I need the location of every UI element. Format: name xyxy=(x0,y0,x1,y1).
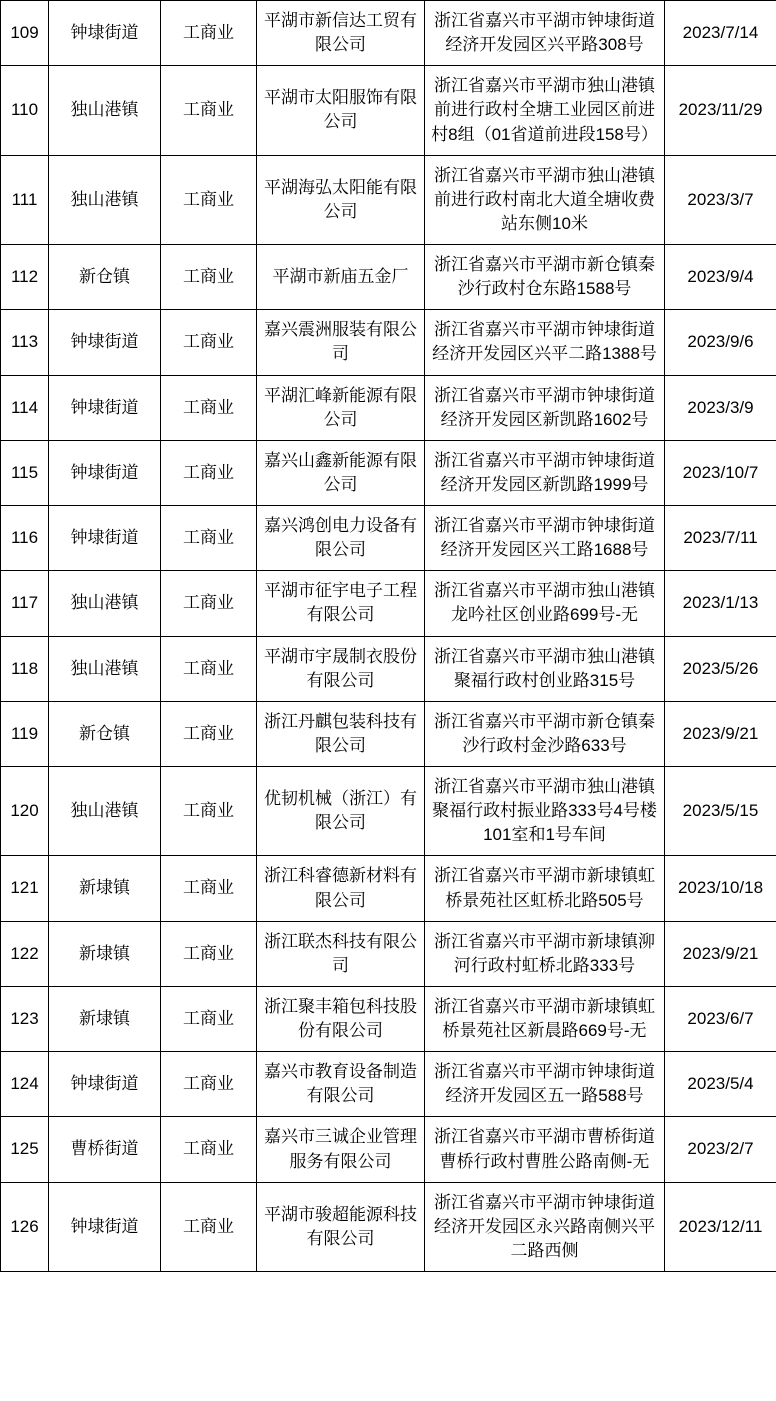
row-index: 109 xyxy=(1,1,49,66)
row-industry-type: 工商业 xyxy=(161,856,257,921)
table-row xyxy=(1,571,776,636)
row-company-name: 嘉兴山鑫新能源有限公司 xyxy=(257,440,425,505)
row-date: 2023/9/4 xyxy=(665,245,776,310)
row-date: 2023/11/29 xyxy=(665,66,776,155)
row-index: 111 xyxy=(1,155,49,244)
row-address: 浙江省嘉兴市平湖市钟埭街道经济开发园区五一路588号 xyxy=(425,1052,665,1117)
row-town: 曹桥街道 xyxy=(49,1117,161,1182)
row-date: 2023/9/21 xyxy=(665,701,776,766)
row-industry-type: 工商业 xyxy=(161,440,257,505)
row-industry-type: 工商业 xyxy=(161,375,257,440)
row-industry-type: 工商业 xyxy=(161,767,257,856)
row-industry-type: 工商业 xyxy=(161,1,257,66)
row-index: 113 xyxy=(1,310,49,375)
row-industry-type: 工商业 xyxy=(161,310,257,375)
row-date: 2023/7/14 xyxy=(665,1,776,66)
row-town: 钟埭街道 xyxy=(49,1182,161,1271)
row-company-name: 浙江科睿德新材料有限公司 xyxy=(257,856,425,921)
row-company-name: 平湖市新信达工贸有限公司 xyxy=(257,1,425,66)
row-address: 浙江省嘉兴市平湖市钟埭街道经济开发园区新凯路1602号 xyxy=(425,375,665,440)
row-date: 2023/3/7 xyxy=(665,155,776,244)
row-company-name: 平湖市新庙五金厂 xyxy=(257,245,425,310)
row-town: 新埭镇 xyxy=(49,856,161,921)
table-row xyxy=(1,921,776,986)
row-index: 117 xyxy=(1,571,49,636)
row-company-name: 嘉兴市教育设备制造有限公司 xyxy=(257,1052,425,1117)
row-index: 119 xyxy=(1,701,49,766)
row-town: 独山港镇 xyxy=(49,155,161,244)
table-row xyxy=(1,375,776,440)
row-date: 2023/3/9 xyxy=(665,375,776,440)
row-address: 浙江省嘉兴市平湖市新仓镇秦沙行政村仓东路1588号 xyxy=(425,245,665,310)
row-industry-type: 工商业 xyxy=(161,636,257,701)
row-date: 2023/10/7 xyxy=(665,440,776,505)
row-company-name: 平湖市宇晟制衣股份有限公司 xyxy=(257,636,425,701)
row-town: 钟埭街道 xyxy=(49,1,161,66)
row-date: 2023/7/11 xyxy=(665,506,776,571)
row-company-name: 浙江联杰科技有限公司 xyxy=(257,921,425,986)
row-town: 钟埭街道 xyxy=(49,1052,161,1117)
table-row xyxy=(1,1,776,66)
row-industry-type: 工商业 xyxy=(161,1052,257,1117)
row-index: 125 xyxy=(1,1117,49,1182)
row-date: 2023/12/11 xyxy=(665,1182,776,1271)
row-industry-type: 工商业 xyxy=(161,155,257,244)
row-index: 115 xyxy=(1,440,49,505)
row-town: 新仓镇 xyxy=(49,701,161,766)
row-industry-type: 工商业 xyxy=(161,66,257,155)
row-company-name: 优韧机械（浙江）有限公司 xyxy=(257,767,425,856)
table-row xyxy=(1,310,776,375)
row-address: 浙江省嘉兴市平湖市曹桥街道曹桥行政村曹胜公路南侧-无 xyxy=(425,1117,665,1182)
row-town: 独山港镇 xyxy=(49,767,161,856)
row-town: 独山港镇 xyxy=(49,571,161,636)
row-company-name: 嘉兴鸿创电力设备有限公司 xyxy=(257,506,425,571)
row-town: 新仓镇 xyxy=(49,245,161,310)
row-index: 116 xyxy=(1,506,49,571)
row-address: 浙江省嘉兴市平湖市钟埭街道经济开发园区兴工路1688号 xyxy=(425,506,665,571)
table-row xyxy=(1,701,776,766)
table-row xyxy=(1,767,776,856)
row-address: 浙江省嘉兴市平湖市独山港镇龙吟社区创业路699号-无 xyxy=(425,571,665,636)
row-address: 浙江省嘉兴市平湖市新仓镇秦沙行政村金沙路633号 xyxy=(425,701,665,766)
row-address: 浙江省嘉兴市平湖市钟埭街道经济开发园区兴平路308号 xyxy=(425,1,665,66)
table-row xyxy=(1,1117,776,1182)
row-town: 钟埭街道 xyxy=(49,375,161,440)
row-date: 2023/5/4 xyxy=(665,1052,776,1117)
row-company-name: 浙江丹麒包装科技有限公司 xyxy=(257,701,425,766)
row-index: 110 xyxy=(1,66,49,155)
row-date: 2023/9/21 xyxy=(665,921,776,986)
row-town: 新埭镇 xyxy=(49,986,161,1051)
row-index: 126 xyxy=(1,1182,49,1271)
row-company-name: 嘉兴市三诚企业管理服务有限公司 xyxy=(257,1117,425,1182)
row-date: 2023/5/15 xyxy=(665,767,776,856)
row-town: 独山港镇 xyxy=(49,66,161,155)
row-industry-type: 工商业 xyxy=(161,1117,257,1182)
row-town: 钟埭街道 xyxy=(49,310,161,375)
row-address: 浙江省嘉兴市平湖市独山港镇聚福行政村振业路333号4号楼101室和1号车间 xyxy=(425,767,665,856)
row-address: 浙江省嘉兴市平湖市钟埭街道经济开发园区永兴路南侧兴平二路西侧 xyxy=(425,1182,665,1271)
row-date: 2023/5/26 xyxy=(665,636,776,701)
row-company-name: 浙江聚丰箱包科技股份有限公司 xyxy=(257,986,425,1051)
row-industry-type: 工商业 xyxy=(161,506,257,571)
row-index: 123 xyxy=(1,986,49,1051)
row-address: 浙江省嘉兴市平湖市钟埭街道经济开发园区新凯路1999号 xyxy=(425,440,665,505)
row-industry-type: 工商业 xyxy=(161,571,257,636)
row-address: 浙江省嘉兴市平湖市独山港镇前进行政村南北大道全塘收费站东侧10米 xyxy=(425,155,665,244)
table-row xyxy=(1,155,776,244)
row-address: 浙江省嘉兴市平湖市独山港镇前进行政村全塘工业园区前进村8组（01省道前进段158号） xyxy=(425,66,665,155)
row-industry-type: 工商业 xyxy=(161,701,257,766)
row-company-name: 平湖汇峰新能源有限公司 xyxy=(257,375,425,440)
table-row xyxy=(1,986,776,1051)
row-index: 114 xyxy=(1,375,49,440)
row-date: 2023/10/18 xyxy=(665,856,776,921)
table-row xyxy=(1,1052,776,1117)
table-row xyxy=(1,440,776,505)
row-company-name: 平湖海弘太阳能有限公司 xyxy=(257,155,425,244)
row-address: 浙江省嘉兴市平湖市新埭镇泖河行政村虹桥北路333号 xyxy=(425,921,665,986)
table-row xyxy=(1,66,776,155)
row-company-name: 平湖市征宇电子工程有限公司 xyxy=(257,571,425,636)
row-industry-type: 工商业 xyxy=(161,1182,257,1271)
row-town: 独山港镇 xyxy=(49,636,161,701)
row-town: 钟埭街道 xyxy=(49,506,161,571)
row-industry-type: 工商业 xyxy=(161,245,257,310)
row-town: 钟埭街道 xyxy=(49,440,161,505)
row-date: 2023/1/13 xyxy=(665,571,776,636)
row-index: 124 xyxy=(1,1052,49,1117)
table-row xyxy=(1,856,776,921)
row-company-name: 平湖市骏超能源科技有限公司 xyxy=(257,1182,425,1271)
row-index: 112 xyxy=(1,245,49,310)
row-town: 新埭镇 xyxy=(49,921,161,986)
row-date: 2023/2/7 xyxy=(665,1117,776,1182)
table-body xyxy=(1,1,776,1272)
row-index: 122 xyxy=(1,921,49,986)
table-row xyxy=(1,1182,776,1271)
table-row xyxy=(1,506,776,571)
row-index: 118 xyxy=(1,636,49,701)
row-industry-type: 工商业 xyxy=(161,921,257,986)
row-date: 2023/6/7 xyxy=(665,986,776,1051)
table-row xyxy=(1,636,776,701)
row-date: 2023/9/6 xyxy=(665,310,776,375)
row-address: 浙江省嘉兴市平湖市新埭镇虹桥景苑社区虹桥北路505号 xyxy=(425,856,665,921)
row-address: 浙江省嘉兴市平湖市钟埭街道经济开发园区兴平二路1388号 xyxy=(425,310,665,375)
row-company-name: 嘉兴震洲服装有限公司 xyxy=(257,310,425,375)
row-index: 121 xyxy=(1,856,49,921)
table-row xyxy=(1,245,776,310)
row-company-name: 平湖市太阳服饰有限公司 xyxy=(257,66,425,155)
row-industry-type: 工商业 xyxy=(161,986,257,1051)
row-index: 120 xyxy=(1,767,49,856)
row-address: 浙江省嘉兴市平湖市独山港镇聚福行政村创业路315号 xyxy=(425,636,665,701)
row-address: 浙江省嘉兴市平湖市新埭镇虹桥景苑社区新晨路669号-无 xyxy=(425,986,665,1051)
